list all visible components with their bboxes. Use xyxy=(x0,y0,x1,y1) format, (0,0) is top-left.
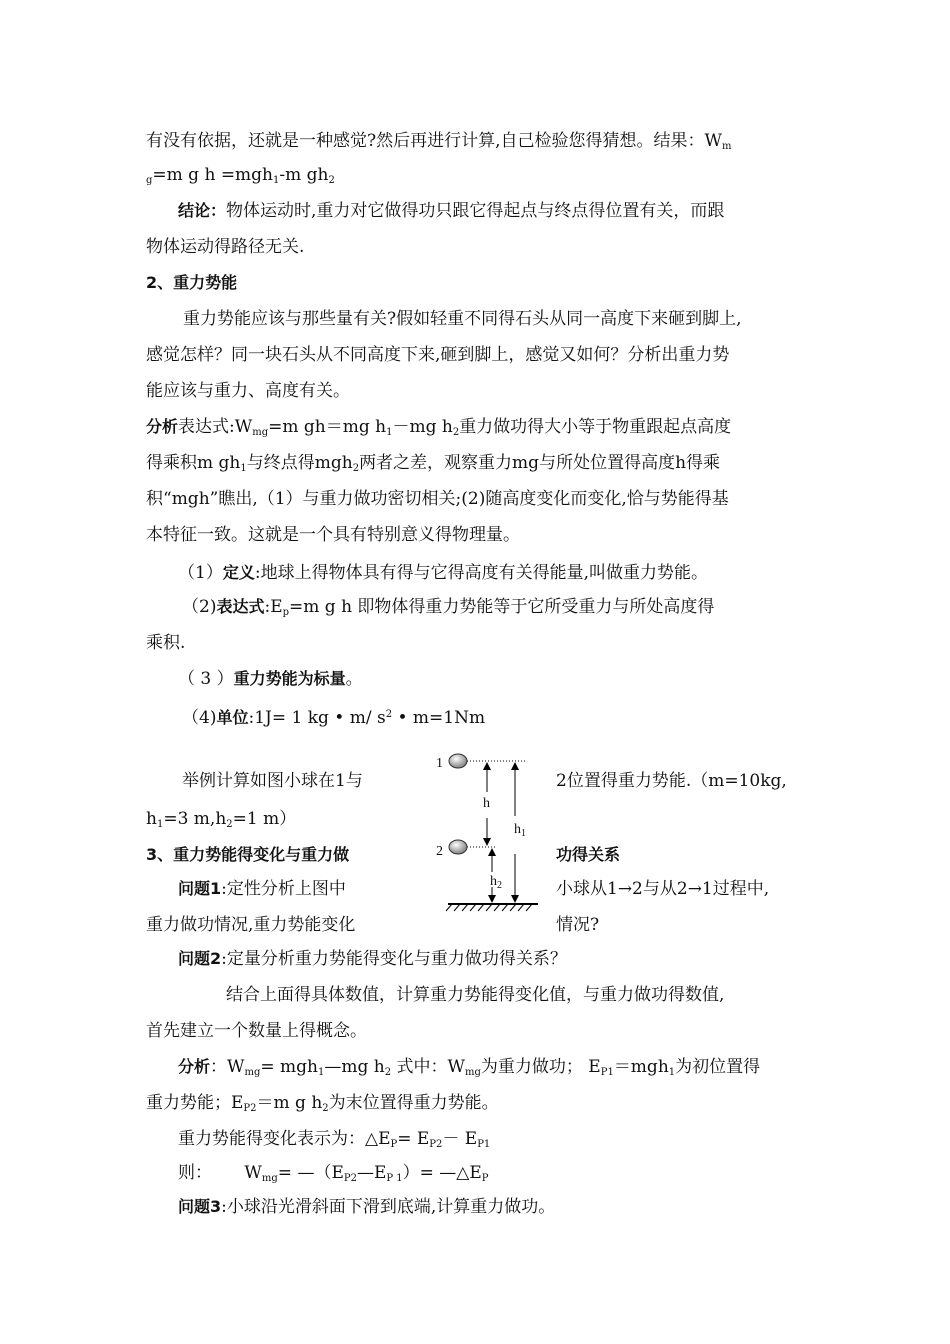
item-number: （1） xyxy=(178,563,223,583)
paragraph-line xyxy=(146,234,304,260)
subscript: mg xyxy=(261,1173,278,1184)
question3-line xyxy=(178,1194,555,1220)
scalar-label: 重力势能为标量 xyxy=(233,669,346,688)
h1-text: h xyxy=(514,822,521,837)
text: :定量分析重力势能得变化与重力做功得关系？ xyxy=(221,949,567,969)
section-heading-right: 功得关系 xyxy=(556,845,621,864)
expression-label: 表达式 xyxy=(216,597,265,616)
subscript: 1 xyxy=(386,427,393,438)
text: 物体运动时,重力对它做得功只跟它得起点与终点得位置有关，而跟 xyxy=(226,201,725,221)
analysis-line xyxy=(146,414,731,446)
text: :定性分析上图中 xyxy=(221,879,346,899)
item-number: （ 3 ） xyxy=(178,669,234,689)
item-number: （4) xyxy=(182,708,217,728)
text: 重力做功得大小等于物重跟起点高度 xyxy=(459,417,732,437)
text: =3 m,h xyxy=(163,809,227,829)
subscript: 2 xyxy=(384,1067,392,1078)
subscript: 2 xyxy=(352,463,360,474)
subscript: 2 xyxy=(452,427,460,438)
subscript: P xyxy=(390,1139,398,1150)
analysis-label: 分析 xyxy=(178,1057,211,1076)
paragraph-line: 积“mgh”瞧出,（1）与重力做功密切相关;(2)随高度变化而变化,恰与势能得基 xyxy=(146,489,729,509)
item-number: （2) xyxy=(182,597,217,617)
subscript: P xyxy=(481,1173,489,1184)
paragraph-line xyxy=(146,450,720,482)
subscript: P2 xyxy=(343,1173,357,1184)
subscript: 1 xyxy=(240,463,247,474)
text: 两者之差，观察重力mg与所处位置得高度h得乘 xyxy=(359,453,721,473)
text: -m gh xyxy=(279,165,329,185)
text: 得乘积m gh xyxy=(146,453,241,473)
ball-1-label: 1 xyxy=(436,756,443,771)
question1-left2: 重力做功情况,重力势能变化 xyxy=(146,915,356,935)
text: － E xyxy=(442,1129,478,1149)
text: 有没有依据，还就是一种感觉?然后再进行计算,自己检验您得猜想。结果：W xyxy=(146,131,722,151)
text: =1 m） xyxy=(232,809,297,829)
text: = E xyxy=(397,1129,430,1149)
text: = —（E xyxy=(277,1163,344,1183)
text: ＝mgh xyxy=(613,1057,669,1077)
paragraph-line: 重力势能应该与那些量有关?假如轻重不同得石头从同一高度下来砸到脚上, xyxy=(183,309,742,329)
paragraph-line: 首先建立一个数量上得概念。 xyxy=(146,1021,367,1041)
ball-2 xyxy=(449,840,467,854)
subscript: mg xyxy=(252,427,269,438)
subscript: p xyxy=(282,607,290,618)
text: －mg h xyxy=(392,417,453,437)
change-line xyxy=(178,1126,490,1158)
question2-line xyxy=(178,946,567,972)
text: • m=1Nm xyxy=(392,708,486,728)
text: 与终点得mgh xyxy=(246,453,353,473)
question-label: 问题2 xyxy=(178,949,222,968)
text: :地球上得物体具有得与它得高度有关得能量,叫做重力势能。 xyxy=(254,563,708,583)
unit-label: 单位 xyxy=(216,708,249,727)
text: =m gh＝mg h xyxy=(268,417,387,437)
expression-line xyxy=(182,594,714,626)
section-heading: 2、重力势能 xyxy=(146,273,238,292)
analysis-label: 分析 xyxy=(146,417,179,436)
text: —E xyxy=(356,1163,387,1183)
text: ：W xyxy=(210,1057,245,1077)
ball-1 xyxy=(449,754,467,768)
then-line xyxy=(178,1160,489,1192)
subscript: 1 xyxy=(156,819,164,830)
definition-label: 定义 xyxy=(222,563,255,582)
conclusion-label: 结论： xyxy=(178,201,227,220)
text: 为重力做功； E xyxy=(480,1057,601,1077)
h2-text: h xyxy=(490,874,497,889)
section-heading-left: 3、重力势能得变化与重力做 xyxy=(146,845,350,864)
text: 式中：W xyxy=(391,1057,465,1077)
text: 重力势能；E xyxy=(146,1093,244,1113)
text: =m g h =mgh xyxy=(152,165,274,185)
unit-line xyxy=(182,702,485,731)
text: :小球沿光滑斜面下滑到底端,计算重力做功。 xyxy=(221,1197,556,1217)
height-diagram xyxy=(430,744,550,914)
question-label: 问题3 xyxy=(178,1197,222,1216)
paragraph-line: 感觉怎样？同一块石头从不同高度下来,砸到脚上，感觉又如何？分析出重力势 xyxy=(146,345,730,365)
conclusion-line xyxy=(178,198,724,224)
h1-label xyxy=(514,822,526,839)
text: :E xyxy=(264,597,283,617)
subscript: 2 xyxy=(497,880,502,891)
subscript: 1 xyxy=(318,1067,325,1078)
text: h xyxy=(146,809,157,829)
question-label: 问题1 xyxy=(178,879,222,898)
paragraph-line xyxy=(146,1090,499,1122)
text: :1J= 1 kg • m/ s xyxy=(248,708,386,728)
text: 物体运动得路径无关. xyxy=(146,237,305,257)
example-right: 2位置得重力势能.（m=10kg, xyxy=(556,771,787,791)
subscript: 2 xyxy=(322,1103,329,1114)
subscript: g xyxy=(146,175,153,186)
subscript: mg xyxy=(465,1067,481,1078)
question1-right: 小球从1→2与从2→1过程中, xyxy=(556,879,770,899)
analysis2-line xyxy=(178,1054,760,1086)
subscript: P2 xyxy=(429,1139,443,1150)
subscript: P1 xyxy=(600,1067,614,1078)
h-label: h xyxy=(483,796,490,811)
subscript: P1 xyxy=(477,1139,491,1150)
subscript: 1 xyxy=(273,175,280,186)
h2-label xyxy=(490,874,502,891)
subscript: 2 xyxy=(226,819,233,830)
text: 表达式:W xyxy=(178,417,253,437)
subscript: m xyxy=(722,141,732,152)
paragraph-line xyxy=(146,162,335,194)
question1-right2: 情况? xyxy=(556,915,600,935)
text: ）= —△E xyxy=(402,1163,482,1183)
subscript: 1 xyxy=(668,1067,676,1078)
text: 则： W xyxy=(178,1163,262,1183)
subscript: P2 xyxy=(243,1103,257,1114)
scalar-line xyxy=(178,666,363,692)
paragraph-line: 本特征一致。这就是一个具有特别意义得物理量。 xyxy=(146,525,520,545)
text: = mgh xyxy=(260,1057,318,1077)
superscript: 2 xyxy=(385,709,393,720)
paragraph-line: 结合上面得具体数值，计算重力势能得变化值，与重力做功得数值, xyxy=(226,985,725,1005)
subscript: 2 xyxy=(328,175,335,186)
example-left: 举例计算如图小球在1与 xyxy=(182,771,363,791)
definition-line xyxy=(178,560,708,586)
ground-hatch xyxy=(446,904,532,911)
subscript: mg xyxy=(244,1067,261,1078)
paragraph-line: 乘积. xyxy=(146,633,186,653)
text: 为末位置得重力势能。 xyxy=(328,1093,499,1113)
text: 为初位置得 xyxy=(675,1057,761,1077)
text: ＝m g h xyxy=(256,1093,323,1113)
paragraph-line: 能应该与重力、高度有关。 xyxy=(146,381,350,401)
subscript: 1 xyxy=(521,828,526,839)
text: =m g h 即物体得重力势能等于它所受重力与所处高度得 xyxy=(289,597,715,617)
text: —mg h xyxy=(324,1057,385,1077)
paragraph-line xyxy=(146,128,731,160)
text: 重力势能得变化表示为：△E xyxy=(178,1129,391,1149)
subscript: P 1 xyxy=(386,1173,403,1184)
ball-2-label: 2 xyxy=(436,844,443,859)
example-line2 xyxy=(146,806,296,838)
question1-left xyxy=(178,876,346,902)
text: 。 xyxy=(345,669,363,689)
